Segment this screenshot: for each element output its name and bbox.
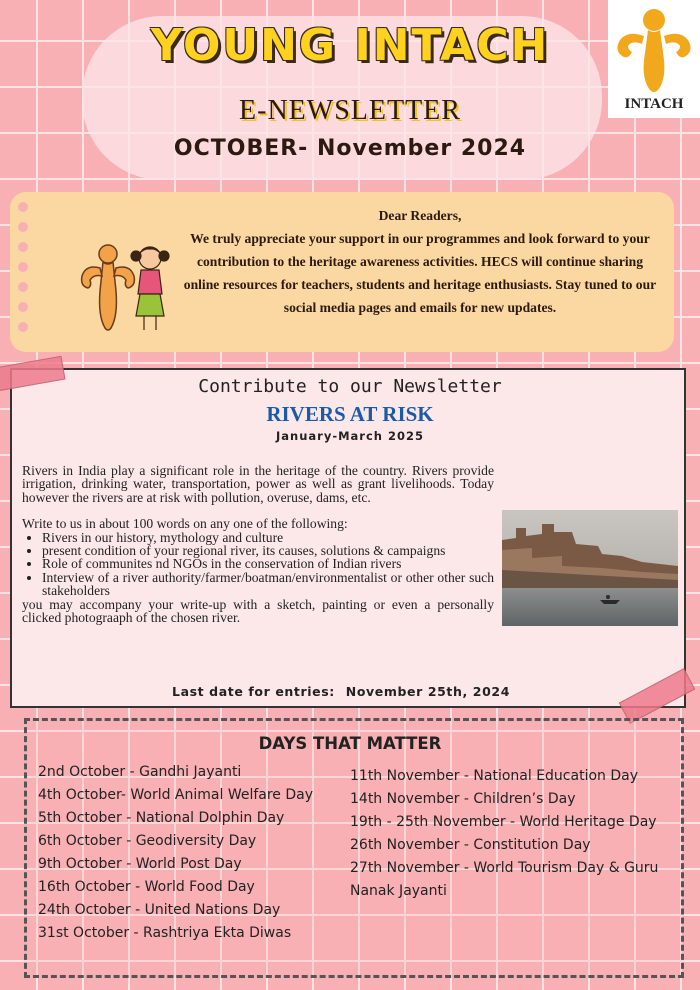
list-item: • Role of communites nd NGOs in the conservation of Indian rivers	[42, 557, 494, 570]
logo-text: INTACH	[624, 96, 684, 112]
theme-period: January-March 2025	[275, 429, 424, 443]
november-days-list	[350, 765, 658, 903]
closing-text: you may accompany your write-up with a sketch, painting or even a personally clicked photograaph of the chosen river.	[22, 596, 494, 626]
list-item: 19th - 25th November - World Heritage Day	[350, 814, 657, 830]
list-item: 9th October - World Post Day	[38, 856, 242, 872]
intro-paragraph: Rivers in India play a significant role in the heritage of the country. Rivers provide irrigation, drinking water, transportation, power as well as grant livelihoods. Today however the rivers are at risk with pollution, overuse, dams, etc.	[22, 463, 494, 505]
list-item: • present condition of your regional river, its causes, solutions & campaigns	[42, 544, 494, 557]
october-days-list	[38, 761, 313, 945]
newsletter-subtitle: E-NEWSLETTER	[239, 95, 461, 126]
mascot-illustration	[78, 236, 178, 336]
message-body: We truly appreciate your support in our programmes and look forward to your contribution to the heritage awareness activities. HECS will continue sharing online resources for teachers, students and heritage enthusiasts. Stay tuned to our social media pages and emails for new updates.	[183, 231, 657, 315]
list-item: 27th November - World Tourism Day & Guru	[350, 860, 659, 876]
list-item: • Interview of a river authority/farmer/boatman/environmentalist or other other such stakeholders	[42, 571, 494, 598]
list-item: Nanak Jayanti	[350, 883, 447, 899]
list-item: 24th October - United Nations Day	[38, 902, 281, 918]
newsletter-title: YOUNG INTACH	[150, 20, 550, 71]
deadline-line	[0, 684, 690, 699]
list-item: 11th November - National Education Day	[350, 768, 638, 784]
list-item: 4th October- World Animal Welfare Day	[38, 787, 314, 803]
greeting: Dear Readers,	[378, 208, 462, 223]
list-item: 6th October - Geodiversity Day	[38, 833, 257, 849]
days-heading: DAYS THAT MATTER	[258, 734, 442, 753]
deadline-date: November 25th, 2024	[345, 684, 510, 699]
issue-date: OCTOBER- November 2024	[173, 136, 527, 161]
list-item: 16th October - World Food Day	[38, 879, 255, 895]
list-item: • Rivers in our history, mythology and culture	[42, 531, 494, 544]
topic-list	[22, 531, 494, 598]
list-item: 26th November - Constitution Day	[350, 837, 591, 853]
list-item: 31st October - Rashtriya Ekta Diwas	[38, 925, 292, 941]
deadline-label: Last date for entries:	[172, 684, 335, 699]
list-item: 14th November - Children’s Day	[350, 791, 576, 807]
theme-title: RIVERS AT RISK	[266, 402, 434, 426]
readers-message	[180, 204, 660, 319]
list-item: 5th October - National Dolphin Day	[38, 810, 285, 826]
prompt-text: Write to us in about 100 words on any one of the following:	[22, 516, 348, 532]
contribute-body	[22, 464, 494, 624]
river-photo	[502, 510, 678, 626]
intach-emblem-icon	[608, 0, 700, 100]
contribute-heading: Contribute to our Newsletter	[198, 376, 502, 397]
list-item: 2nd October - Gandhi Jayanti	[38, 764, 242, 780]
